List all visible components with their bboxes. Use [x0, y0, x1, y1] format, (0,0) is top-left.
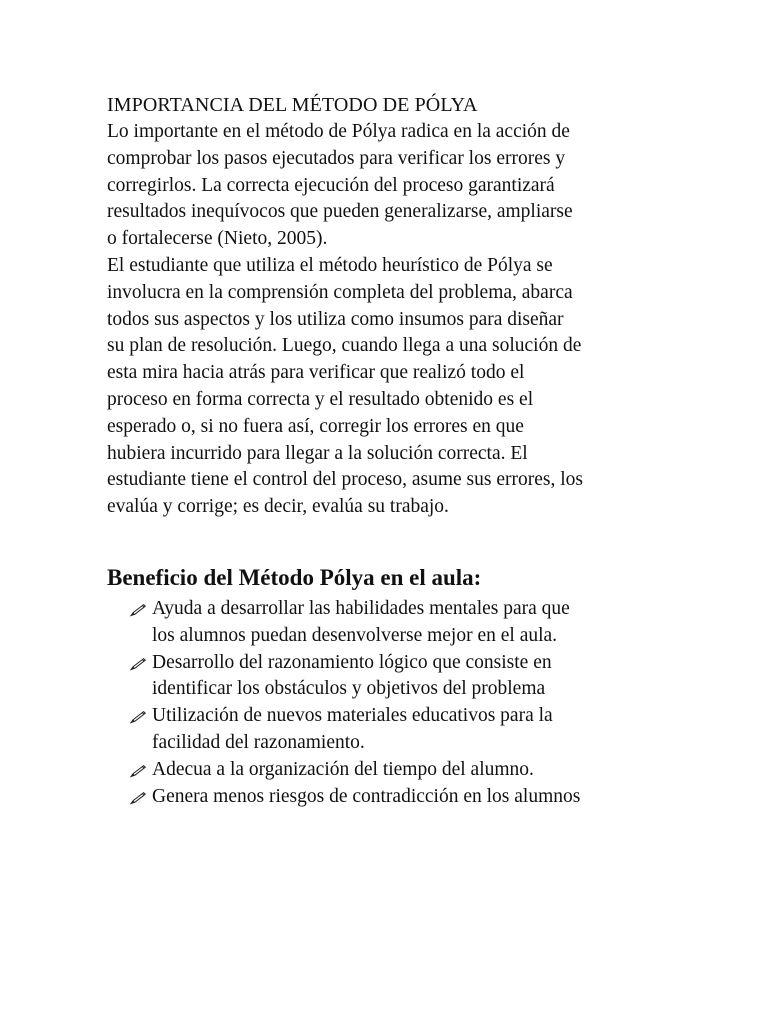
text-line: los alumnos puedan desenvolverse mejor en el aula. [152, 624, 558, 646]
text-line: facilidad del razonamiento. [152, 731, 365, 753]
text-line: comprobar los pasos ejecutados para verificar los errores y [107, 147, 566, 169]
text-line: El estudiante que utiliza el método heurístico de Pólya se [107, 254, 553, 276]
benefit-list [107, 596, 727, 810]
text-line: hubiera incurrido para llegar a la solución correcta. El [107, 442, 528, 464]
text-line: corregirlos. La correcta ejecución del proceso garantizará [107, 174, 555, 196]
section-heading-benefits: Beneficio del Método Pólya en el aula: [107, 565, 482, 590]
text-line: o fortalecerse (Nieto, 2005). [107, 228, 328, 250]
paragraph-importance [107, 119, 707, 253]
text-line: Genera menos riesgos de contradicción en los alumnos [152, 785, 581, 807]
paragraph-student [107, 253, 707, 521]
text-line: esperado o, si no fuera así, corregir los errores en que [107, 415, 524, 437]
pencil-icon [129, 657, 147, 671]
text-line: Utilización de nuevos materiales educativos para la [152, 705, 553, 727]
text-line: identificar los obstáculos y objetivos del problema [152, 678, 546, 700]
text-line: su plan de resolución. Luego, cuando llega a una solución de [107, 335, 582, 357]
benefits-section [107, 563, 727, 810]
section-heading-importance: IMPORTANCIA DEL MÉTODO DE PÓLYA [107, 94, 478, 116]
pencil-icon [129, 791, 147, 805]
pencil-icon [129, 764, 147, 778]
pencil-icon [129, 710, 147, 724]
text-line: Desarrollo del razonamiento lógico que consiste en [152, 651, 552, 673]
list-item [129, 703, 727, 757]
text-line: Adecua a la organización del tiempo del alumno. [152, 758, 534, 780]
text-line: evalúa y corrige; es decir, evalúa su trabajo. [107, 496, 449, 518]
text-line: estudiante tiene el control del proceso, asume sus errores, los [107, 469, 583, 491]
importance-section [107, 92, 707, 521]
text-line: todos sus aspectos y los utiliza como insumos para diseñar [107, 308, 564, 330]
text-line: Lo importante en el método de Pólya radica en la acción de [107, 121, 570, 142]
text-line: esta mira hacia atrás para verificar que realizó todo el [107, 362, 525, 384]
text-line: involucra en la comprensión completa del problema, abarca [107, 281, 573, 303]
list-item [129, 596, 727, 650]
text-line: resultados inequívocos que pueden generalizarse, ampliarse [107, 201, 573, 223]
text-line: Ayuda a desarrollar las habilidades mentales para que [152, 598, 570, 619]
list-item [129, 784, 727, 811]
pencil-icon [129, 603, 147, 617]
list-item [129, 757, 727, 784]
list-item [129, 650, 727, 704]
text-line: proceso en forma correcta y el resultado obtenido es el [107, 388, 534, 410]
